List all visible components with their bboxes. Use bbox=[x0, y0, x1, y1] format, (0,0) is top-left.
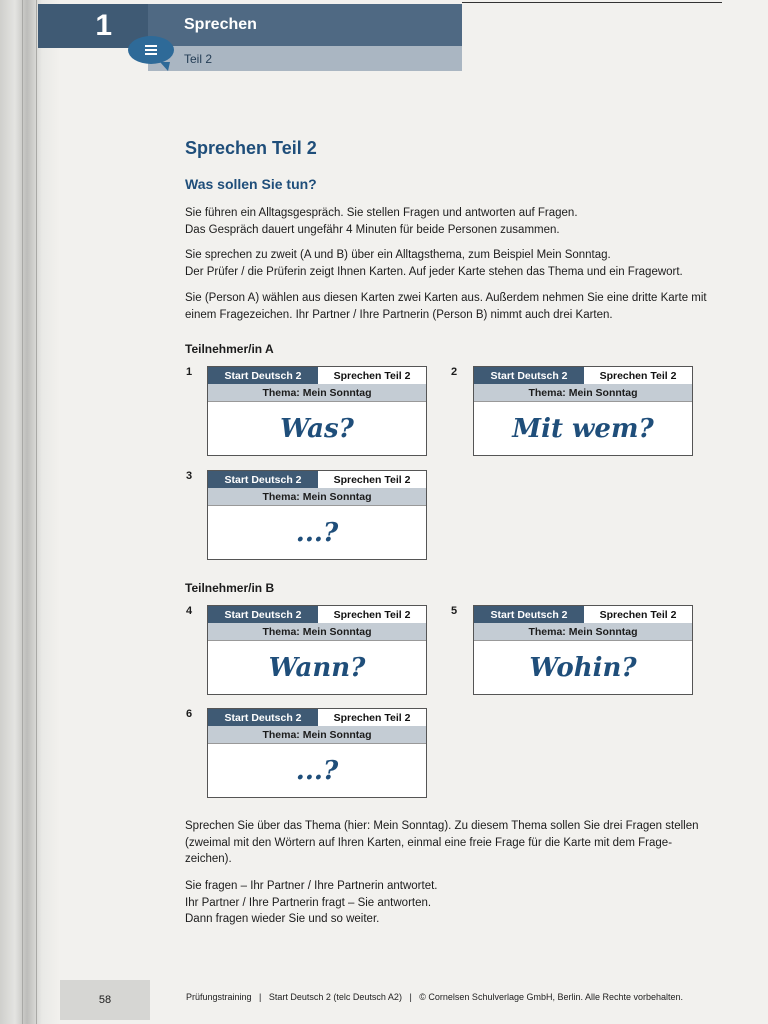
question-card bbox=[207, 605, 427, 695]
card-number: 2 bbox=[451, 366, 458, 378]
card-question: Mit wem? bbox=[512, 414, 654, 444]
top-rule bbox=[462, 2, 722, 3]
card-question: Wohin? bbox=[529, 653, 637, 683]
outro-paragraph-2 bbox=[185, 878, 730, 928]
card-part: Sprechen Teil 2 bbox=[318, 709, 426, 726]
speech-bubble-icon bbox=[128, 36, 174, 64]
card-part: Sprechen Teil 2 bbox=[584, 606, 692, 623]
group-label-b: Teilnehmer/in B bbox=[185, 581, 275, 595]
question-card bbox=[473, 366, 693, 456]
page-binding-shadow bbox=[0, 0, 60, 1024]
page-number: 58 bbox=[60, 980, 150, 1020]
card-number: 6 bbox=[186, 708, 193, 720]
text-line: zeichen). bbox=[185, 853, 232, 865]
card-part: Sprechen Teil 2 bbox=[318, 606, 426, 623]
card-question: ...? bbox=[295, 756, 339, 786]
card-theme: Thema: Mein Sonntag bbox=[208, 488, 426, 506]
text-line: Dann fragen wieder Sie und so weiter. bbox=[185, 913, 380, 925]
text-line: Sie sprechen zu zweit (A und B) über ein Alltagsthema, zum Beispiel Mein Sonntag. bbox=[185, 249, 611, 261]
intro-paragraph-2 bbox=[185, 247, 730, 280]
text-line: Sie fragen – Ihr Partner / Ihre Partnerin antwortet. bbox=[185, 880, 438, 892]
card-number: 4 bbox=[186, 605, 193, 617]
text-line: Der Prüfer / die Prüferin zeigt Ihnen Karten. Auf jeder Karte stehen das Thema und ein Fragewort. bbox=[185, 265, 683, 278]
question-card bbox=[473, 605, 693, 695]
card-brand: Start Deutsch 2 bbox=[208, 471, 318, 488]
text-line: einem Fragezeichen. Ihr Partner / Ihre Partnerin (Person B) nimmt auch drei Karten. bbox=[185, 308, 613, 321]
card-part: Sprechen Teil 2 bbox=[318, 367, 426, 384]
binding-line bbox=[22, 0, 23, 1024]
page-subtitle: Was sollen Sie tun? bbox=[185, 176, 317, 192]
card-brand: Start Deutsch 2 bbox=[208, 367, 318, 384]
section-subtitle: Teil 2 bbox=[148, 46, 462, 71]
text-line: Das Gespräch dauert ungefähr 4 Minuten für beide Personen zusammen. bbox=[185, 223, 560, 236]
question-card bbox=[207, 708, 427, 798]
card-theme: Thema: Mein Sonntag bbox=[474, 384, 692, 402]
card-theme: Thema: Mein Sonntag bbox=[208, 623, 426, 641]
card-question: ...? bbox=[295, 518, 339, 548]
card-theme: Thema: Mein Sonntag bbox=[474, 623, 692, 641]
card-question: Wann? bbox=[268, 653, 366, 683]
group-label-a: Teilnehmer/in A bbox=[185, 342, 274, 356]
binding-line bbox=[36, 0, 37, 1024]
card-brand: Start Deutsch 2 bbox=[208, 709, 318, 726]
text-line: Sie führen ein Alltagsgespräch. Sie stellen Fragen und antworten auf Fragen. bbox=[185, 207, 578, 219]
outro-paragraph-1 bbox=[185, 818, 730, 868]
card-brand: Start Deutsch 2 bbox=[474, 367, 584, 384]
card-number: 3 bbox=[186, 470, 193, 482]
intro-paragraph-3 bbox=[185, 290, 730, 323]
text-line: Sprechen Sie über das Thema (hier: Mein Sonntag). Zu diesem Thema sollen Sie drei Fragen stellen bbox=[185, 820, 699, 832]
card-part: Sprechen Teil 2 bbox=[584, 367, 692, 384]
intro-paragraph-1 bbox=[185, 205, 730, 238]
text-line: Ihr Partner / Ihre Partnerin fragt – Sie antworten. bbox=[185, 896, 432, 909]
question-card bbox=[207, 470, 427, 560]
page-title: Sprechen Teil 2 bbox=[185, 138, 317, 158]
card-brand: Start Deutsch 2 bbox=[474, 606, 584, 623]
card-brand: Start Deutsch 2 bbox=[208, 606, 318, 623]
footer-text: Prüfungstraining | Start Deutsch 2 (telc Deutsch A2) | © Cornelsen Schulverlage GmbH, Berlin. Alle Rechte vorbehalten. bbox=[186, 992, 684, 1002]
card-question: Was? bbox=[280, 414, 354, 444]
card-part: Sprechen Teil 2 bbox=[318, 471, 426, 488]
text-line: Sie (Person A) wählen aus diesen Karten zwei Karten aus. Außerdem nehmen Sie eine dritte Karte mit bbox=[185, 292, 707, 304]
card-number: 5 bbox=[451, 605, 458, 617]
section-title: Sprechen bbox=[148, 4, 462, 46]
chapter-number: 1 bbox=[38, 4, 148, 48]
text-line: (zweimal mit den Wörtern auf Ihren Karten, einmal eine freie Frage für die Karte mit dem Frage- bbox=[185, 836, 673, 849]
card-theme: Thema: Mein Sonntag bbox=[208, 384, 426, 402]
card-theme: Thema: Mein Sonntag bbox=[208, 726, 426, 744]
question-card bbox=[207, 366, 427, 456]
card-number: 1 bbox=[186, 366, 193, 378]
